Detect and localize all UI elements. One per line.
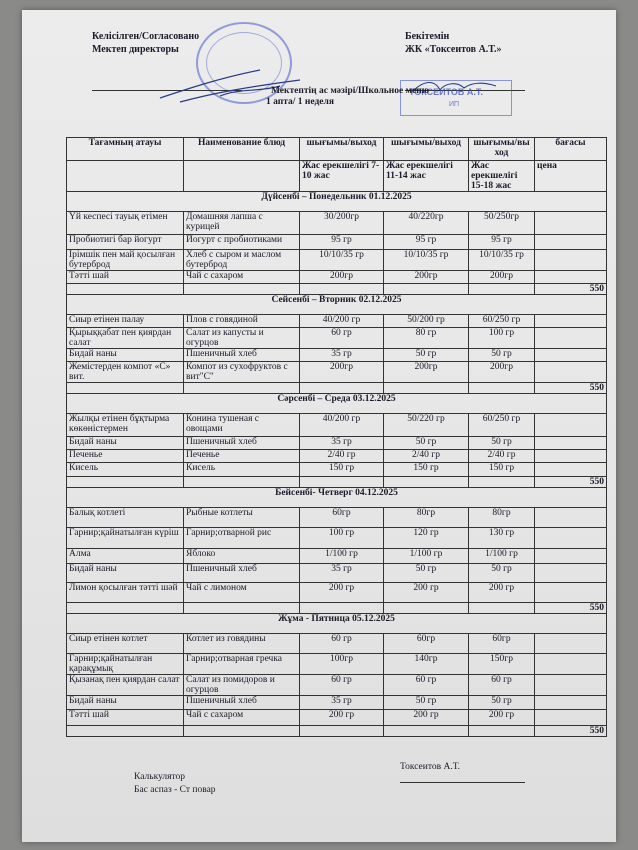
portion-11-14: 80 гр xyxy=(384,328,469,349)
price-row xyxy=(67,284,607,295)
price-cell xyxy=(535,528,607,549)
portion-15-18: 100 гр xyxy=(469,328,535,349)
day-price: 550 xyxy=(535,284,607,295)
portion-7-10: 35 гр xyxy=(300,349,384,362)
menu-row xyxy=(67,654,607,675)
portion-7-10: 35 гр xyxy=(300,696,384,710)
dish-russian: Пшеничный хлеб xyxy=(184,437,300,450)
day-title: Дүйсенбі – Понедельник 01.12.2025 xyxy=(67,192,607,212)
menu-row xyxy=(67,634,607,654)
empty-cell xyxy=(184,726,300,737)
price-cell xyxy=(535,271,607,284)
portion-11-14: 2/40 гр xyxy=(384,450,469,463)
dish-russian: Котлет из говядины xyxy=(184,634,300,654)
empty-cell xyxy=(67,477,184,488)
dish-russian: Домашняя лапша с курицей xyxy=(184,212,300,235)
portion-7-10: 35 гр xyxy=(300,564,384,583)
empty-cell xyxy=(300,477,384,488)
portion-7-10: 100гр xyxy=(300,654,384,675)
dish-kazakh: Печенье xyxy=(67,450,184,463)
dish-russian: Чай с сахаром xyxy=(184,271,300,284)
dish-russian: Пшеничный хлеб xyxy=(184,696,300,710)
price-row xyxy=(67,603,607,614)
dish-kazakh: Балық котлеті xyxy=(67,508,184,528)
portion-15-18: 80гр xyxy=(469,508,535,528)
portion-15-18: 50 гр xyxy=(469,564,535,583)
dish-russian: Плов с говядиной xyxy=(184,315,300,328)
approval-left xyxy=(92,30,199,56)
portion-7-10: 60гр xyxy=(300,508,384,528)
price-row xyxy=(67,477,607,488)
menu-row xyxy=(67,328,607,349)
dish-russian: Конина тушеная с овощами xyxy=(184,414,300,437)
dish-russian: Салат из капусты и огурцов xyxy=(184,328,300,349)
dish-kazakh: Жылқы етінен бұқтырма көкөністермен xyxy=(67,414,184,437)
age-header: Жас ерекшелігі 15-18 жас xyxy=(469,161,535,192)
menu-row xyxy=(67,463,607,477)
empty-cell xyxy=(384,383,469,394)
price-cell xyxy=(535,235,607,250)
portion-7-10: 200гр xyxy=(300,271,384,284)
portion-11-14: 200 гр xyxy=(384,583,469,603)
empty-cell xyxy=(67,284,184,295)
price-cell xyxy=(535,463,607,477)
dish-russian: Рыбные котлеты xyxy=(184,508,300,528)
price-cell xyxy=(535,437,607,450)
day-title-row xyxy=(67,614,607,634)
price-cell xyxy=(535,564,607,583)
menu-row xyxy=(67,583,607,603)
price-cell xyxy=(535,654,607,675)
portion-7-10: 40/200 гр xyxy=(300,414,384,437)
price-cell xyxy=(535,328,607,349)
column-header: шығымы/вы ход xyxy=(469,138,535,161)
portion-15-18: 60 гр xyxy=(469,675,535,696)
price-cell xyxy=(535,414,607,437)
approver-name: ЖК «Токсеитов А.Т.» xyxy=(405,44,502,55)
day-title: Сейсенбі – Вторник 02.12.2025 xyxy=(67,295,607,315)
empty-cell xyxy=(384,603,469,614)
age-header: цена xyxy=(535,161,607,192)
dish-kazakh: Тәтті шай xyxy=(67,710,184,726)
dish-kazakh: Қырыққабат пен қиярдан салат xyxy=(67,328,184,349)
portion-15-18: 95 гр xyxy=(469,235,535,250)
empty-cell xyxy=(184,477,300,488)
portion-7-10: 100 гр xyxy=(300,528,384,549)
portion-7-10: 200 гр xyxy=(300,710,384,726)
dish-kazakh: Лимон қосылған тәтті шәй xyxy=(67,583,184,603)
menu-row xyxy=(67,250,607,271)
day-price: 550 xyxy=(535,603,607,614)
portion-7-10: 200гр xyxy=(300,362,384,383)
menu-row xyxy=(67,696,607,710)
menu-row xyxy=(67,528,607,549)
price-cell xyxy=(535,549,607,564)
portion-15-18: 50 гр xyxy=(469,437,535,450)
director-label: Мектеп директоры xyxy=(92,44,179,55)
empty-cell xyxy=(384,477,469,488)
dish-kazakh: Үй кеспесі тауық етімен xyxy=(67,212,184,235)
portion-11-14: 50 гр xyxy=(384,696,469,710)
portion-15-18: 1/100 гр xyxy=(469,549,535,564)
dish-russian: Кисель xyxy=(184,463,300,477)
dish-kazakh: Сиыр етінен котлет xyxy=(67,634,184,654)
empty-cell xyxy=(300,383,384,394)
price-cell xyxy=(535,315,607,328)
empty-cell xyxy=(67,383,184,394)
dish-kazakh: Бидай наны xyxy=(67,349,184,362)
menu-row xyxy=(67,564,607,583)
dish-russian: Компот из сухофруктов с вит"С" xyxy=(184,362,300,383)
portion-11-14: 1/100 гр xyxy=(384,549,469,564)
portion-7-10: 60 гр xyxy=(300,675,384,696)
empty-cell xyxy=(469,284,535,295)
dish-russian: Печенье xyxy=(184,450,300,463)
day-title: Сәрсенбі – Среда 03.12.2025 xyxy=(67,394,607,414)
dish-kazakh: Гарнир;қайнатылған қарақұмық xyxy=(67,654,184,675)
dish-kazakh: Гарнир;қайнатылған күріш xyxy=(67,528,184,549)
portion-15-18: 60гр xyxy=(469,634,535,654)
price-cell xyxy=(535,710,607,726)
menu-title: Мектептің ас мәзірі/Школьное меню xyxy=(270,86,430,96)
empty-cell xyxy=(469,477,535,488)
portion-7-10: 60 гр xyxy=(300,634,384,654)
column-header: Наименование блюд xyxy=(184,138,300,161)
empty-cell xyxy=(300,284,384,295)
dish-russian: Гарнир;отварной рис xyxy=(184,528,300,549)
price-cell xyxy=(535,212,607,235)
dish-russian: Салат из помидоров и огурцов xyxy=(184,675,300,696)
menu-row xyxy=(67,508,607,528)
stamp-number: ИП xyxy=(449,101,460,108)
dish-kazakh: Бидай наны xyxy=(67,696,184,710)
portion-15-18: 50 гр xyxy=(469,696,535,710)
portion-15-18: 50 гр xyxy=(469,349,535,362)
portion-11-14: 60 гр xyxy=(384,675,469,696)
dish-russian: Пшеничный хлеб xyxy=(184,564,300,583)
empty-cell xyxy=(67,161,184,192)
dish-kazakh: Сиыр етінен палау xyxy=(67,315,184,328)
portion-7-10: 35 гр xyxy=(300,437,384,450)
approval-right xyxy=(405,30,501,56)
empty-cell xyxy=(469,603,535,614)
dish-kazakh: Пробиотигі бар йогурт xyxy=(67,235,184,250)
menu-row xyxy=(67,549,607,564)
portion-11-14: 50/200 гр xyxy=(384,315,469,328)
dish-russian: Чай с лимоном xyxy=(184,583,300,603)
day-price: 550 xyxy=(535,477,607,488)
price-cell xyxy=(535,362,607,383)
portion-15-18: 150гр xyxy=(469,654,535,675)
portion-7-10: 95 гр xyxy=(300,235,384,250)
dish-russian: Чай с сахаром xyxy=(184,710,300,726)
menu-row xyxy=(67,235,607,250)
portion-7-10: 1/100 гр xyxy=(300,549,384,564)
column-header: шығымы/выход xyxy=(384,138,469,161)
portion-15-18: 50/250гр xyxy=(469,212,535,235)
age-header: Жас ерекшелігі 11-14 жас xyxy=(384,161,469,192)
portion-11-14: 120 гр xyxy=(384,528,469,549)
column-header: бағасы xyxy=(535,138,607,161)
footer-signature-line xyxy=(400,782,525,783)
portion-15-18: 60/250 гр xyxy=(469,315,535,328)
dish-kazakh: Қызанақ пен қиярдан салат xyxy=(67,675,184,696)
dish-russian: Йогурт с пробиотиками xyxy=(184,235,300,250)
portion-11-14: 95 гр xyxy=(384,235,469,250)
day-title-row xyxy=(67,295,607,315)
price-cell xyxy=(535,508,607,528)
portion-11-14: 50/220 гр xyxy=(384,414,469,437)
portion-11-14: 200 гр xyxy=(384,710,469,726)
agreed-label: Келісілген/Согласовано xyxy=(92,31,200,42)
dish-russian: Яблоко xyxy=(184,549,300,564)
dish-kazakh: Бидай наны xyxy=(67,564,184,583)
day-title-row xyxy=(67,394,607,414)
day-title: Бейсенбі- Четверг 04.12.2025 xyxy=(67,488,607,508)
price-cell xyxy=(535,450,607,463)
menu-row xyxy=(67,437,607,450)
portion-7-10: 200 гр xyxy=(300,583,384,603)
day-price: 550 xyxy=(535,726,607,737)
empty-cell xyxy=(384,284,469,295)
portion-7-10: 40/200 гр xyxy=(300,315,384,328)
portion-11-14: 140гр xyxy=(384,654,469,675)
dish-kazakh: Ірімшік пен май қосылған бутерброд xyxy=(67,250,184,271)
dish-kazakh: Кисель xyxy=(67,463,184,477)
empty-cell xyxy=(184,603,300,614)
portion-11-14: 50 гр xyxy=(384,564,469,583)
dish-kazakh: Жемістерден компот «С» вит. xyxy=(67,362,184,383)
empty-cell xyxy=(300,603,384,614)
portion-7-10: 150 гр xyxy=(300,463,384,477)
menu-row xyxy=(67,315,607,328)
dish-kazakh: Тәтті шай xyxy=(67,271,184,284)
day-title-row xyxy=(67,192,607,212)
stamp-text: ТОКСЕИТОВ А.Т. xyxy=(409,87,483,97)
day-title: Жұма - Пятница 05.12.2025 xyxy=(67,614,607,634)
dish-kazakh: Алма xyxy=(67,549,184,564)
empty-cell xyxy=(184,383,300,394)
menu-row xyxy=(67,710,607,726)
empty-cell xyxy=(300,726,384,737)
portion-11-14: 60гр xyxy=(384,634,469,654)
price-row xyxy=(67,383,607,394)
day-price: 550 xyxy=(535,383,607,394)
portion-15-18: 200гр xyxy=(469,362,535,383)
dish-russian: Хлеб с сыром и маслом бутерброд xyxy=(184,250,300,271)
menu-row xyxy=(67,271,607,284)
footer-name: Токсеитов А.Т. xyxy=(400,762,460,772)
portion-15-18: 150 гр xyxy=(469,463,535,477)
portion-15-18: 2/40 гр xyxy=(469,450,535,463)
portion-11-14: 150 гр xyxy=(384,463,469,477)
price-cell xyxy=(535,634,607,654)
menu-row xyxy=(67,212,607,235)
empty-cell xyxy=(184,284,300,295)
menu-row xyxy=(67,675,607,696)
column-header: шығымы/выход xyxy=(300,138,384,161)
portion-15-18: 10/10/35 гр xyxy=(469,250,535,271)
portion-11-14: 10/10/35 гр xyxy=(384,250,469,271)
portion-7-10: 2/40 гр xyxy=(300,450,384,463)
portion-11-14: 200гр xyxy=(384,271,469,284)
age-header-row xyxy=(67,161,607,192)
approve-label: Бекітемін xyxy=(405,31,450,42)
portion-11-14: 50 гр xyxy=(384,349,469,362)
menu-row xyxy=(67,414,607,437)
price-cell xyxy=(535,583,607,603)
chef-label: Бас аспаз - Ст повар xyxy=(134,785,216,795)
menu-table xyxy=(66,137,607,737)
dish-kazakh: Бидай наны xyxy=(67,437,184,450)
empty-cell xyxy=(67,726,184,737)
empty-cell xyxy=(184,161,300,192)
dish-russian: Пшеничный хлеб xyxy=(184,349,300,362)
portion-15-18: 60/250 гр xyxy=(469,414,535,437)
portion-11-14: 40/220гр xyxy=(384,212,469,235)
portion-7-10: 30/200гр xyxy=(300,212,384,235)
menu-row xyxy=(67,362,607,383)
price-cell xyxy=(535,675,607,696)
menu-row xyxy=(67,349,607,362)
price-row xyxy=(67,726,607,737)
portion-15-18: 200 гр xyxy=(469,710,535,726)
price-cell xyxy=(535,696,607,710)
portion-11-14: 200гр xyxy=(384,362,469,383)
empty-cell xyxy=(384,726,469,737)
portion-7-10: 10/10/35 гр xyxy=(300,250,384,271)
empty-cell xyxy=(469,726,535,737)
column-header: Тағамның атауы xyxy=(67,138,184,161)
day-title-row xyxy=(67,488,607,508)
portion-15-18: 200 гр xyxy=(469,583,535,603)
table-header-row xyxy=(67,138,607,161)
calculator-label: Калькулятор xyxy=(134,772,186,782)
portion-15-18: 200гр xyxy=(469,271,535,284)
portion-11-14: 80гр xyxy=(384,508,469,528)
price-cell xyxy=(535,250,607,271)
portion-15-18: 130 гр xyxy=(469,528,535,549)
age-header: Жас ерекшелігі 7-10 жас xyxy=(300,161,384,192)
dish-russian: Гарнир;отварная гречка xyxy=(184,654,300,675)
price-cell xyxy=(535,349,607,362)
empty-cell xyxy=(67,603,184,614)
empty-cell xyxy=(469,383,535,394)
menu-week: 1 апта/ 1 неделя xyxy=(266,97,334,107)
portion-7-10: 60 гр xyxy=(300,328,384,349)
portion-11-14: 50 гр xyxy=(384,437,469,450)
menu-row xyxy=(67,450,607,463)
